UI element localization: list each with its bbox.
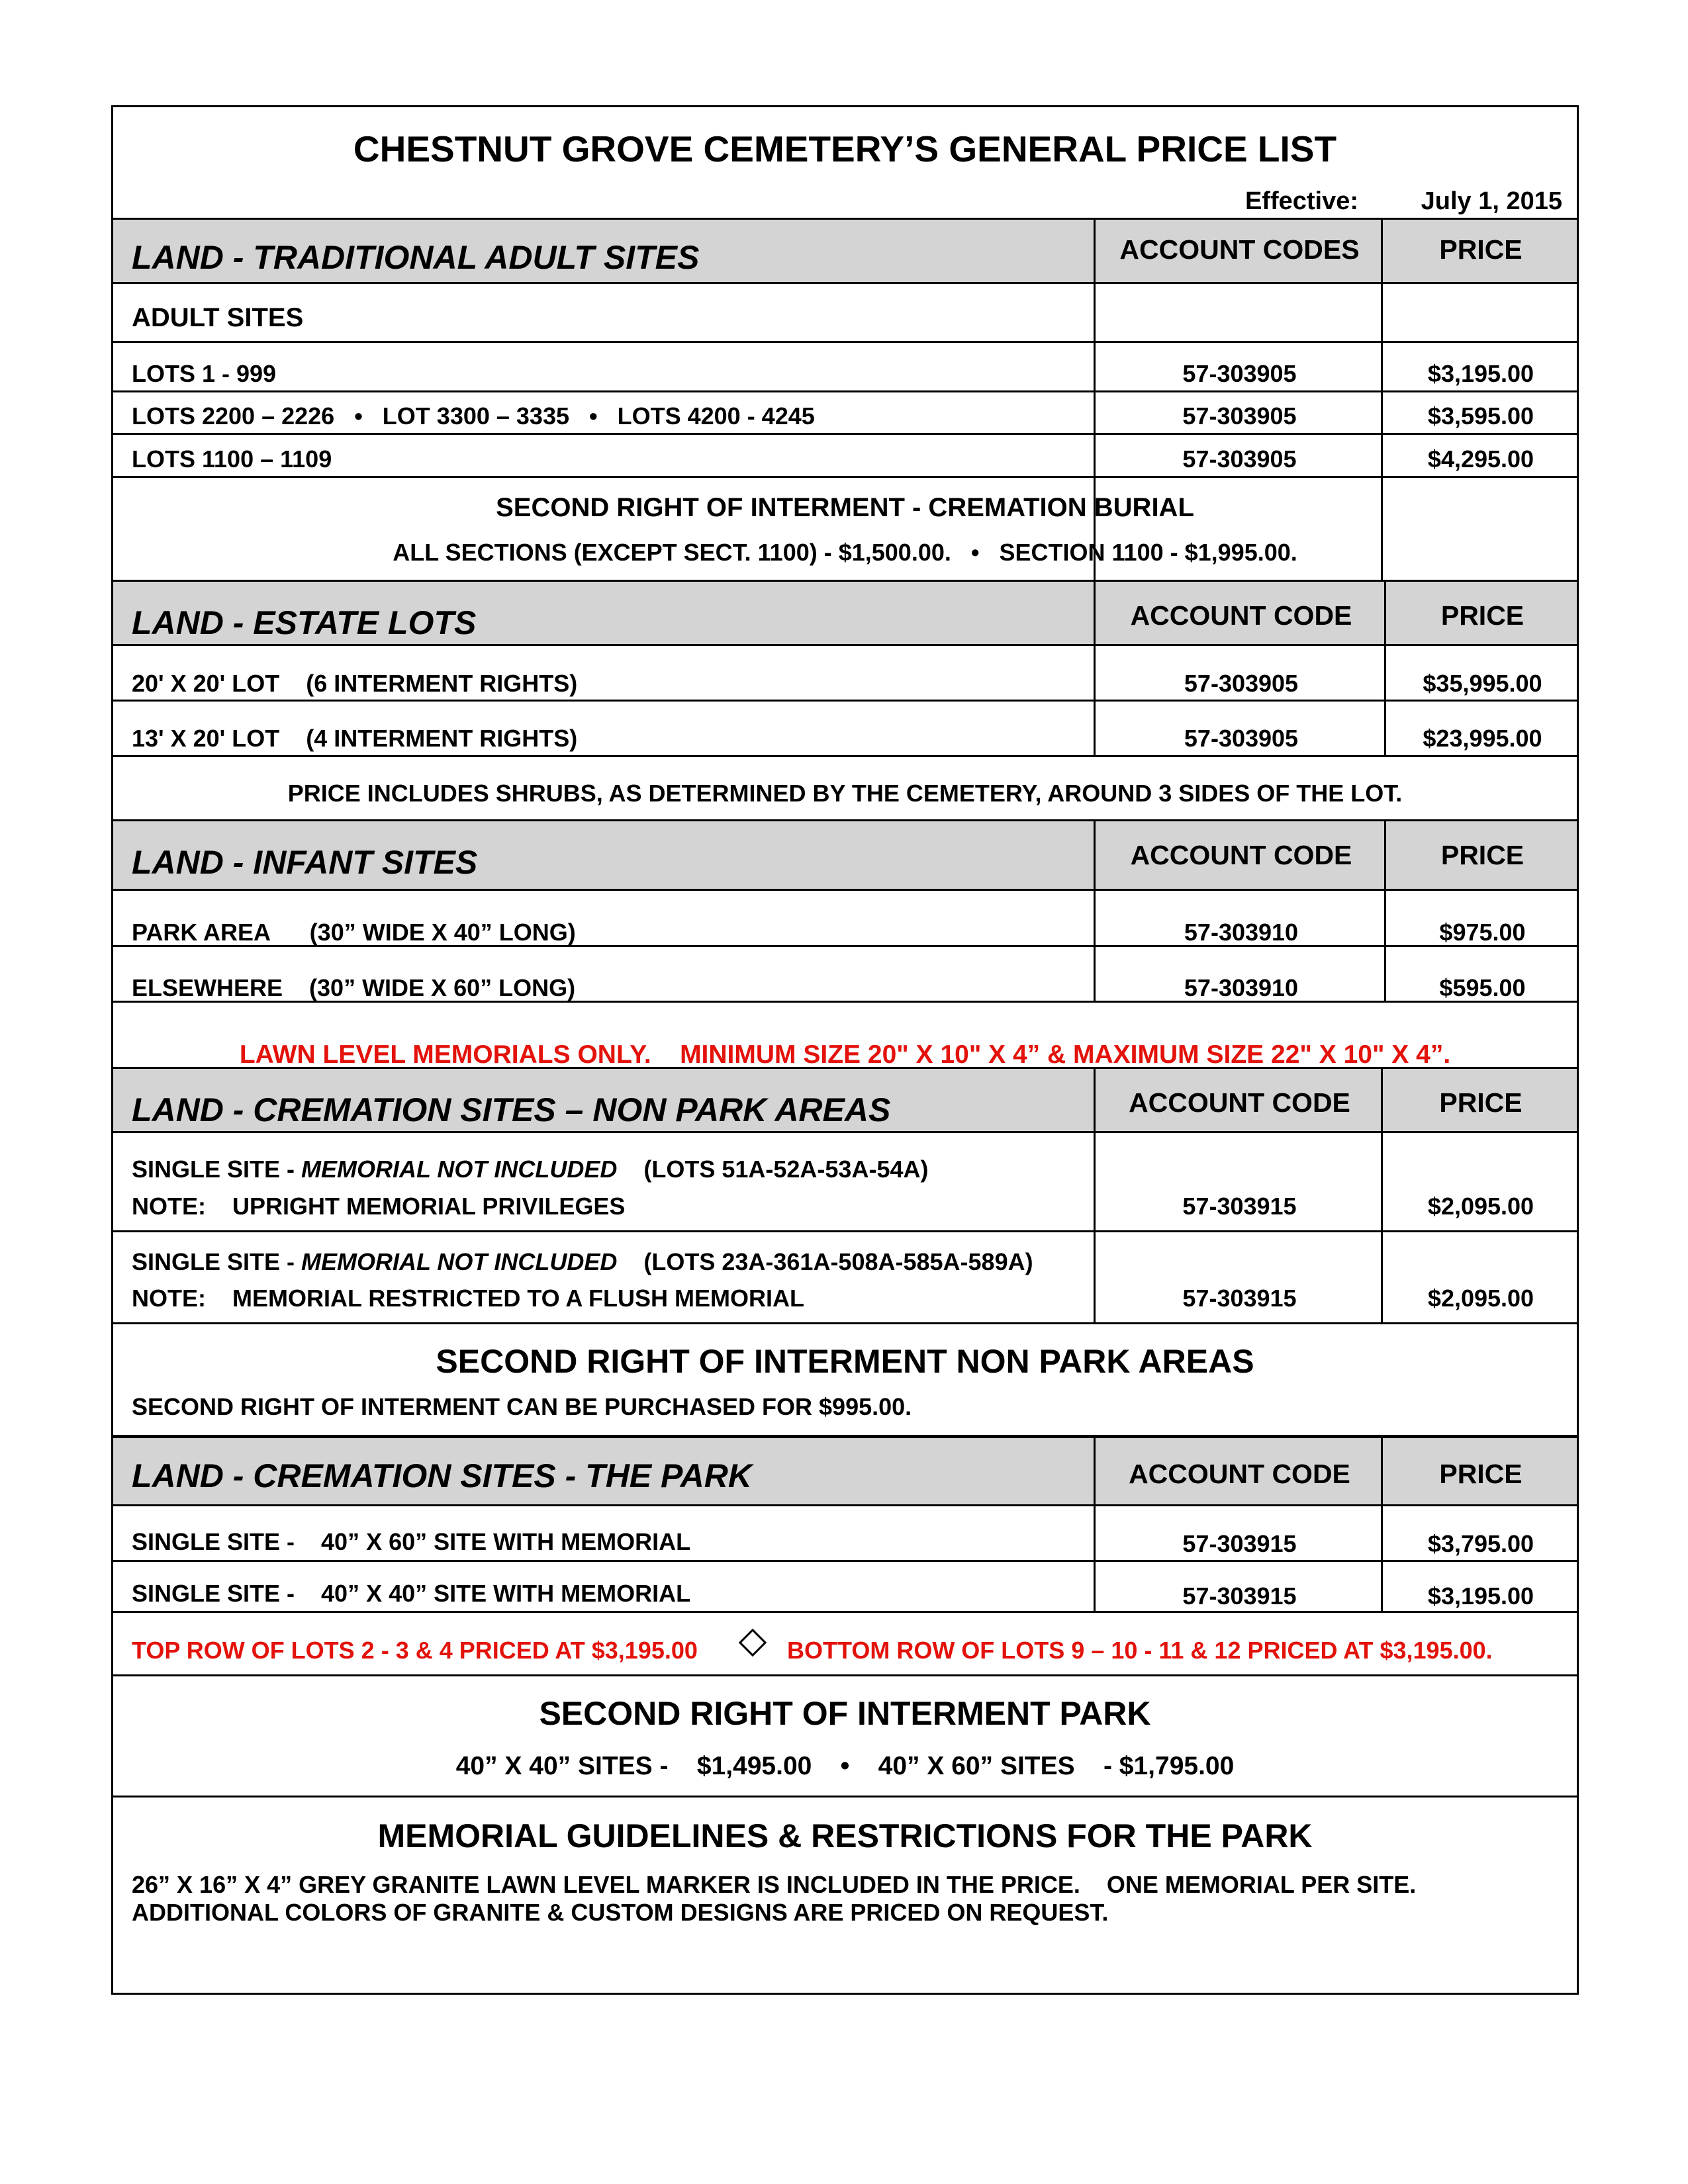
- traditional-second-right-title: SECOND RIGHT OF INTERMENT - CREMATION BURIAL: [496, 493, 1194, 522]
- infant-row-price: $595.00: [1439, 974, 1526, 1001]
- traditional-heading: LAND - TRADITIONAL ADULT SITES: [132, 239, 700, 276]
- estate-row-code: 57-303905: [1184, 670, 1299, 697]
- guidelines-line: ADDITIONAL COLORS OF GRANITE & CUSTOM DESIGNS ARE PRICED ON REQUEST.: [132, 1899, 1109, 1926]
- diamond-icon: [739, 1629, 767, 1657]
- divider: [113, 945, 1577, 947]
- nonpark-row-code: 57-303915: [1182, 1285, 1297, 1312]
- nonpark-row-price: $2,095.00: [1427, 1285, 1534, 1312]
- nonpark-row-note: NOTE: MEMORIAL RESTRICTED TO A FLUSH MEMORIAL: [132, 1285, 804, 1312]
- estate-row-price: $35,995.00: [1423, 670, 1542, 697]
- park-heading: LAND - CREMATION SITES - THE PARK: [132, 1457, 753, 1494]
- divider: [113, 218, 1577, 220]
- divider: [113, 1611, 1577, 1613]
- infant-row-desc: ELSEWHERE (30” WIDE X 60” LONG): [132, 974, 576, 1001]
- guidelines-title: MEMORIAL GUIDELINES & RESTRICTIONS FOR THE PARK: [377, 1817, 1313, 1854]
- infant-heading: LAND - INFANT SITES: [132, 844, 478, 881]
- effective-label: Effective:: [1244, 187, 1358, 215]
- page-title: CHESTNUT GROVE CEMETERY’S GENERAL PRICE LIST: [353, 128, 1337, 169]
- traditional-row-code: 57-303905: [1182, 402, 1297, 430]
- col-divider: [1381, 218, 1383, 582]
- nonpark-row-desc: SINGLE SITE - MEMORIAL NOT INCLUDED (LOTS 23A-361A-508A-585A-589A): [132, 1248, 1033, 1275]
- infant-row-code: 57-303910: [1184, 974, 1299, 1001]
- divider: [113, 1796, 1577, 1797]
- estate-row-price: $23,995.00: [1423, 725, 1542, 752]
- park-row-price: $3,195.00: [1427, 1582, 1534, 1610]
- park-row-desc: SINGLE SITE - 40” X 40” SITE WITH MEMORIAL: [132, 1580, 691, 1607]
- adult-sites-subheading: ADULT SITES: [132, 303, 304, 332]
- estate-heading: LAND - ESTATE LOTS: [132, 604, 477, 641]
- infant-memorial-note: LAWN LEVEL MEMORIALS ONLY. MINIMUM SIZE 20" X 10" X 4” & MAXIMUM SIZE 22" X 10" X 4”.: [239, 1040, 1451, 1069]
- divider: [113, 1001, 1577, 1003]
- divider: [113, 1230, 1577, 1232]
- estate-row-code: 57-303905: [1184, 725, 1299, 752]
- divider: [113, 1674, 1577, 1676]
- nonpark-col-code: ACCOUNT CODE: [1129, 1087, 1350, 1118]
- infant-row-desc: PARK AREA (30” WIDE X 40” LONG): [132, 919, 576, 946]
- traditional-second-right-text: ALL SECTIONS (EXCEPT SECT. 1100) - $1,500.00. • SECTION 1100 - $1,995.00.: [393, 539, 1297, 566]
- nonpark-second-right-title: SECOND RIGHT OF INTERMENT NON PARK AREAS: [436, 1343, 1254, 1380]
- traditional-row-price: $3,195.00: [1427, 360, 1534, 387]
- traditional-row-desc: LOTS 1100 – 1109: [132, 445, 332, 473]
- park-bottom-row-note: BOTTOM ROW OF LOTS 9 – 10 - 11 & 12 PRICED AT $3,195.00.: [787, 1637, 1493, 1664]
- divider: [113, 282, 1577, 284]
- divider: [113, 819, 1577, 821]
- park-col-price: PRICE: [1439, 1459, 1523, 1489]
- col-divider: [1094, 819, 1096, 1001]
- estate-row-desc: 13' X 20' LOT (4 INTERMENT RIGHTS): [132, 725, 578, 752]
- park-top-row-note: TOP ROW OF LOTS 2 - 3 & 4 PRICED AT $3,195.00: [132, 1637, 698, 1664]
- traditional-row-desc: LOTS 2200 – 2226 • LOT 3300 – 3335 • LOTS 4200 - 4245: [132, 402, 815, 430]
- divider: [113, 433, 1577, 435]
- nonpark-row-code: 57-303915: [1182, 1193, 1297, 1220]
- infant-col-code: ACCOUNT CODE: [1130, 840, 1352, 870]
- divider: [113, 1504, 1577, 1506]
- estate-col-code: ACCOUNT CODE: [1130, 600, 1352, 631]
- divider: [113, 889, 1577, 891]
- col-divider: [1094, 218, 1096, 582]
- estate-row-desc: 20' X 20' LOT (6 INTERMENT RIGHTS): [132, 670, 578, 697]
- park-second-right-text: 40” X 40” SITES - $1,495.00 • 40” X 60” SITES - $1,795.00: [455, 1752, 1235, 1780]
- park-second-right-title: SECOND RIGHT OF INTERMENT PARK: [539, 1695, 1151, 1732]
- traditional-row-price: $3,595.00: [1427, 402, 1534, 430]
- estate-col-price: PRICE: [1440, 600, 1524, 631]
- traditional-row-price: $4,295.00: [1427, 445, 1534, 473]
- divider: [113, 1131, 1577, 1133]
- guidelines-line: 26” X 16” X 4” GREY GRANITE LAWN LEVEL MARKER IS INCLUDED IN THE PRICE. ONE MEMORIAL PER SITE.: [132, 1871, 1417, 1898]
- divider: [113, 644, 1577, 646]
- divider: [113, 390, 1577, 392]
- nonpark-second-right-text: SECOND RIGHT OF INTERMENT CAN BE PURCHASED FOR $995.00.: [132, 1393, 912, 1420]
- price-list-sheet: [111, 105, 1579, 1995]
- divider: [113, 700, 1577, 702]
- nonpark-row-note: NOTE: UPRIGHT MEMORIAL PRIVILEGES: [132, 1193, 626, 1220]
- nonpark-row-desc: SINGLE SITE - MEMORIAL NOT INCLUDED (LOTS 51A-52A-53A-54A): [132, 1156, 929, 1183]
- park-row-code: 57-303915: [1182, 1582, 1297, 1610]
- divider: [113, 476, 1577, 478]
- park-col-code: ACCOUNT CODE: [1129, 1459, 1350, 1489]
- divider: [113, 1067, 1577, 1069]
- nonpark-col-price: PRICE: [1439, 1087, 1523, 1118]
- divider: [113, 1560, 1577, 1562]
- nonpark-heading: LAND - CREMATION SITES – NON PARK AREAS: [132, 1091, 891, 1128]
- park-row-desc: SINGLE SITE - 40” X 60” SITE WITH MEMORIAL: [132, 1528, 691, 1555]
- col-divider: [1384, 819, 1386, 1001]
- traditional-row-code: 57-303905: [1182, 445, 1297, 473]
- divider: [113, 341, 1577, 343]
- park-row-price: $3,795.00: [1427, 1530, 1534, 1557]
- park-row-code: 57-303915: [1182, 1530, 1297, 1557]
- estate-note: PRICE INCLUDES SHRUBS, AS DETERMINED BY THE CEMETERY, AROUND 3 SIDES OF THE LOT.: [287, 780, 1403, 807]
- infant-col-price: PRICE: [1440, 840, 1524, 870]
- traditional-col-price: PRICE: [1439, 234, 1523, 265]
- traditional-row-code: 57-303905: [1182, 360, 1297, 387]
- nonpark-row-price: $2,095.00: [1427, 1193, 1534, 1220]
- infant-row-price: $975.00: [1439, 919, 1526, 946]
- divider: [113, 755, 1577, 757]
- traditional-row-desc: LOTS 1 - 999: [132, 360, 277, 387]
- divider: [113, 1322, 1577, 1324]
- infant-row-code: 57-303910: [1184, 919, 1299, 946]
- traditional-col-code: ACCOUNT CODES: [1119, 234, 1360, 265]
- effective-date: July 1, 2015: [1421, 187, 1562, 215]
- divider: [113, 580, 1577, 582]
